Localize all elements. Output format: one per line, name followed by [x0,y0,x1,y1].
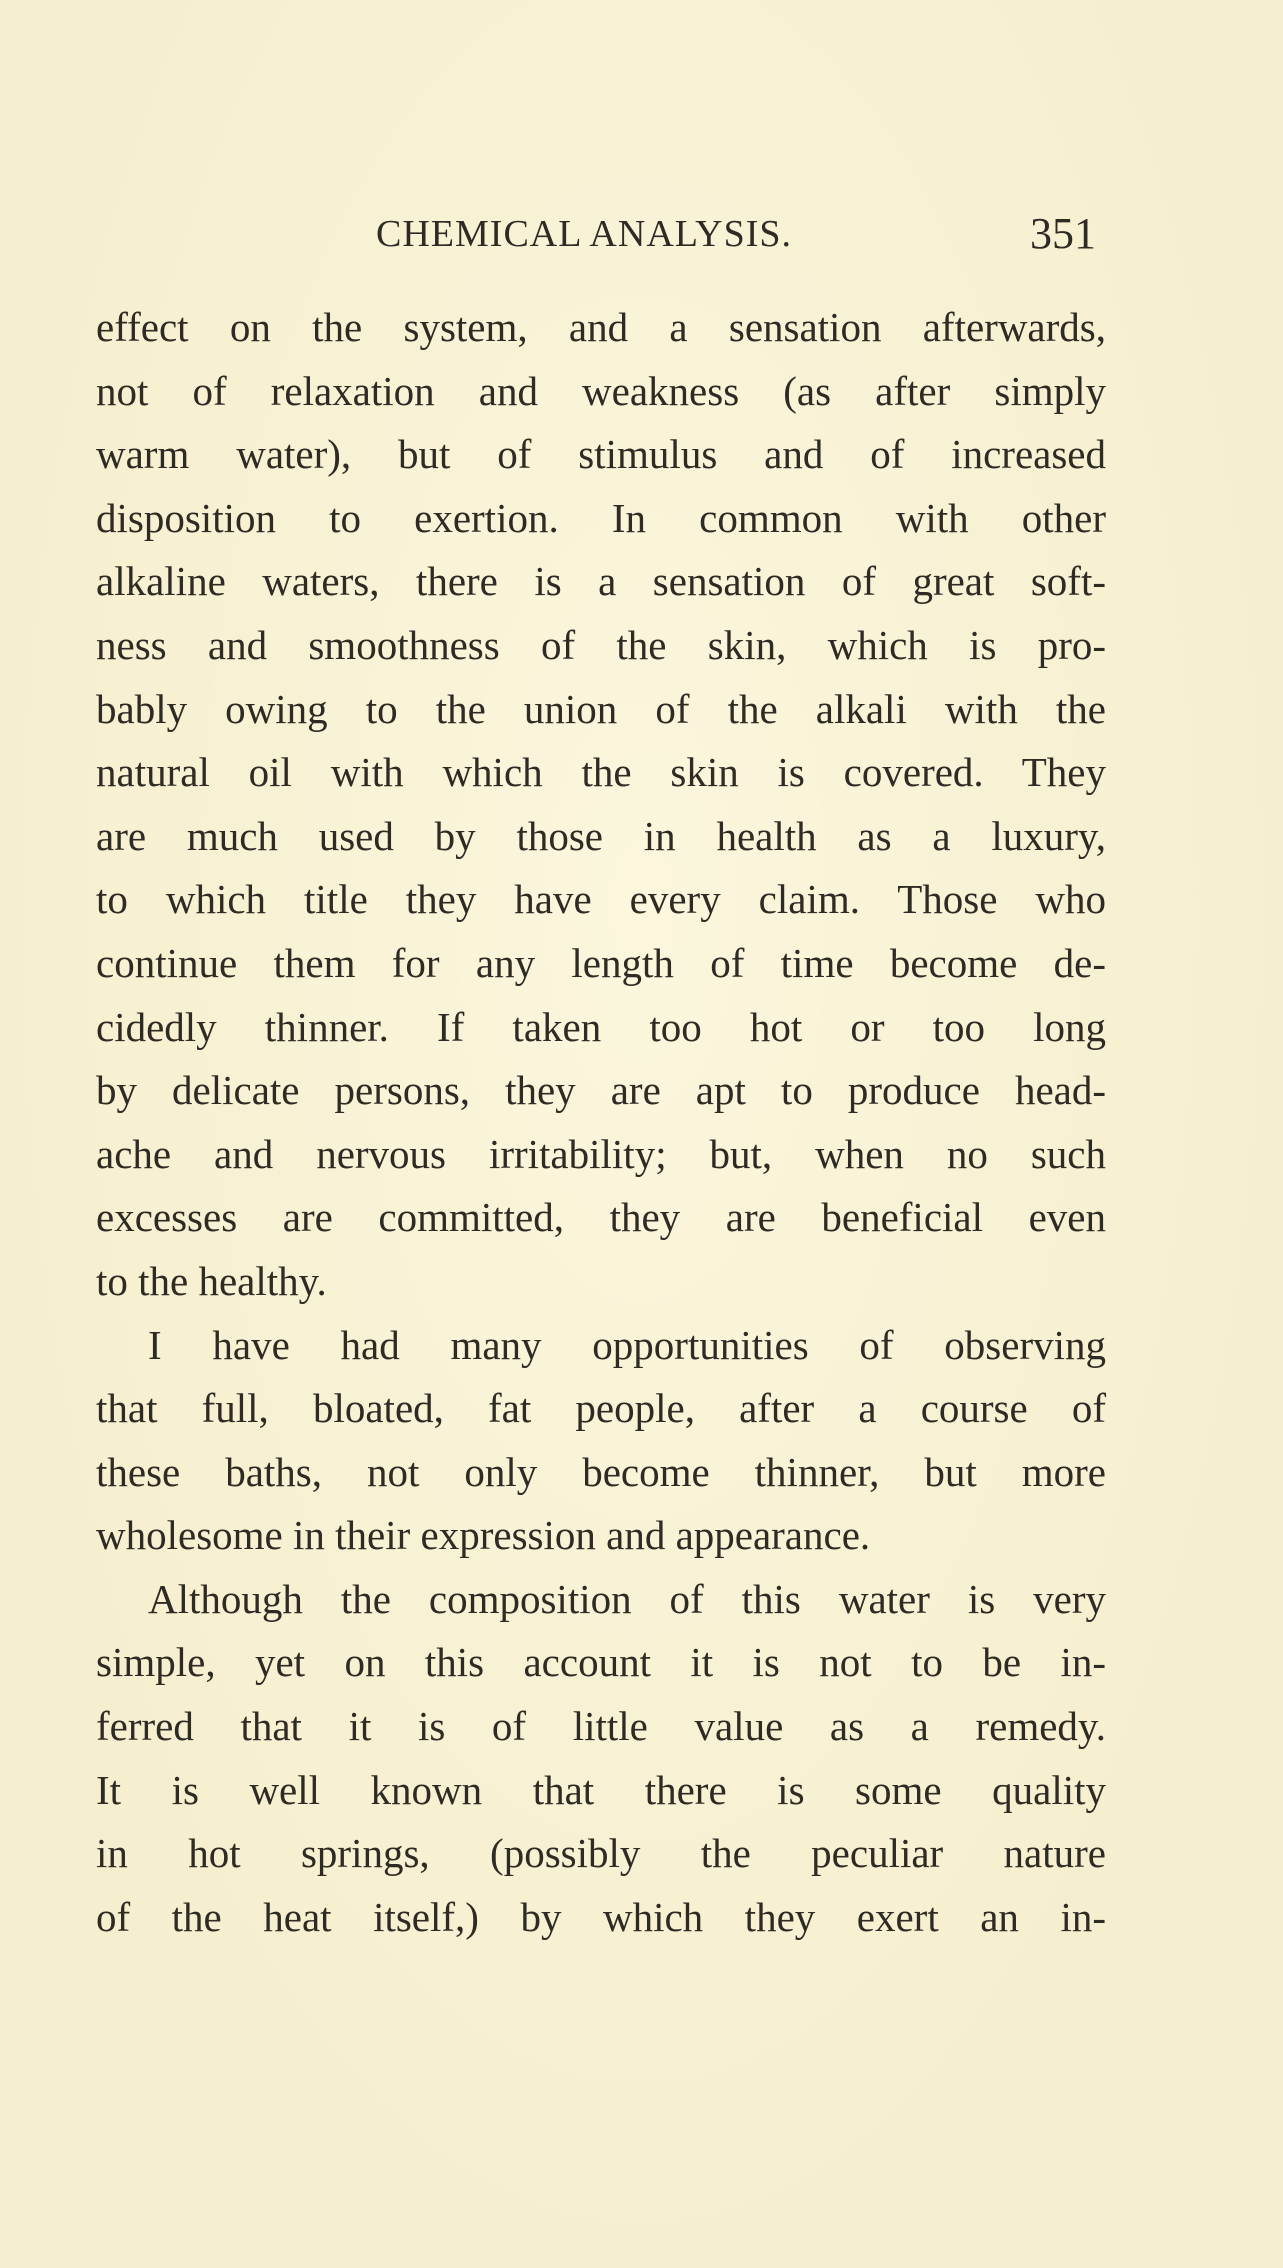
page-number: 351 [1030,209,1096,258]
text-line: in hot springs, (possibly the peculiar nature [96,1830,1106,1877]
paragraph-first-line: I have had many opportunities of observing [148,1321,1106,1368]
text-line: disposition to exertion. In common with other [96,494,1106,541]
text-line: alkaline waters, there is a sensation of great soft- [96,558,1106,605]
text-line: that full, bloated, fat people, after a course of [96,1385,1106,1432]
body-text [96,296,1106,1949]
text-line: natural oil with which the skin is covered. They [96,749,1106,796]
running-title: CHEMICAL ANALYSIS. [376,213,793,255]
running-head [0,209,1283,262]
text-line: cidedly thinner. If taken too hot or too long [96,1003,1106,1050]
text-line: not of relaxation and weakness (as after simply [96,367,1106,414]
text-line: warm water), but of stimulus and of increased [96,431,1106,478]
text-line: effect on the system, and a sensation afterwards, [96,304,1106,350]
text-line: ferred that it is of little value as a remedy. [96,1703,1106,1750]
text-line: are much used by those in health as a luxury, [96,812,1106,859]
paragraph-end-line: to the healthy. [96,1257,327,1304]
text-line: of the heat itself,) by which they exert an in- [96,1893,1106,1940]
text-line: to which title they have every claim. Those who [96,876,1106,923]
text-line: simple, yet on this account it is not to be in- [96,1639,1106,1686]
text-line: by delicate persons, they are apt to produce head- [96,1067,1106,1114]
text-line: these baths, not only become thinner, but more [96,1448,1106,1495]
text-line: excesses are committed, they are beneficial even [96,1194,1106,1241]
text-line: continue them for any length of time become de- [96,939,1106,986]
text-line: It is well known that there is some quality [96,1766,1106,1813]
text-line: ness and smoothness of the skin, which is pro- [96,621,1106,668]
text-line: ache and nervous irritability; but, when no such [96,1130,1106,1177]
text-line: bably owing to the union of the alkali with the [96,685,1106,732]
paragraph-end-line: wholesome in their expression and appearance. [96,1512,871,1559]
paragraph-first-line: Although the composition of this water is very [148,1575,1106,1622]
